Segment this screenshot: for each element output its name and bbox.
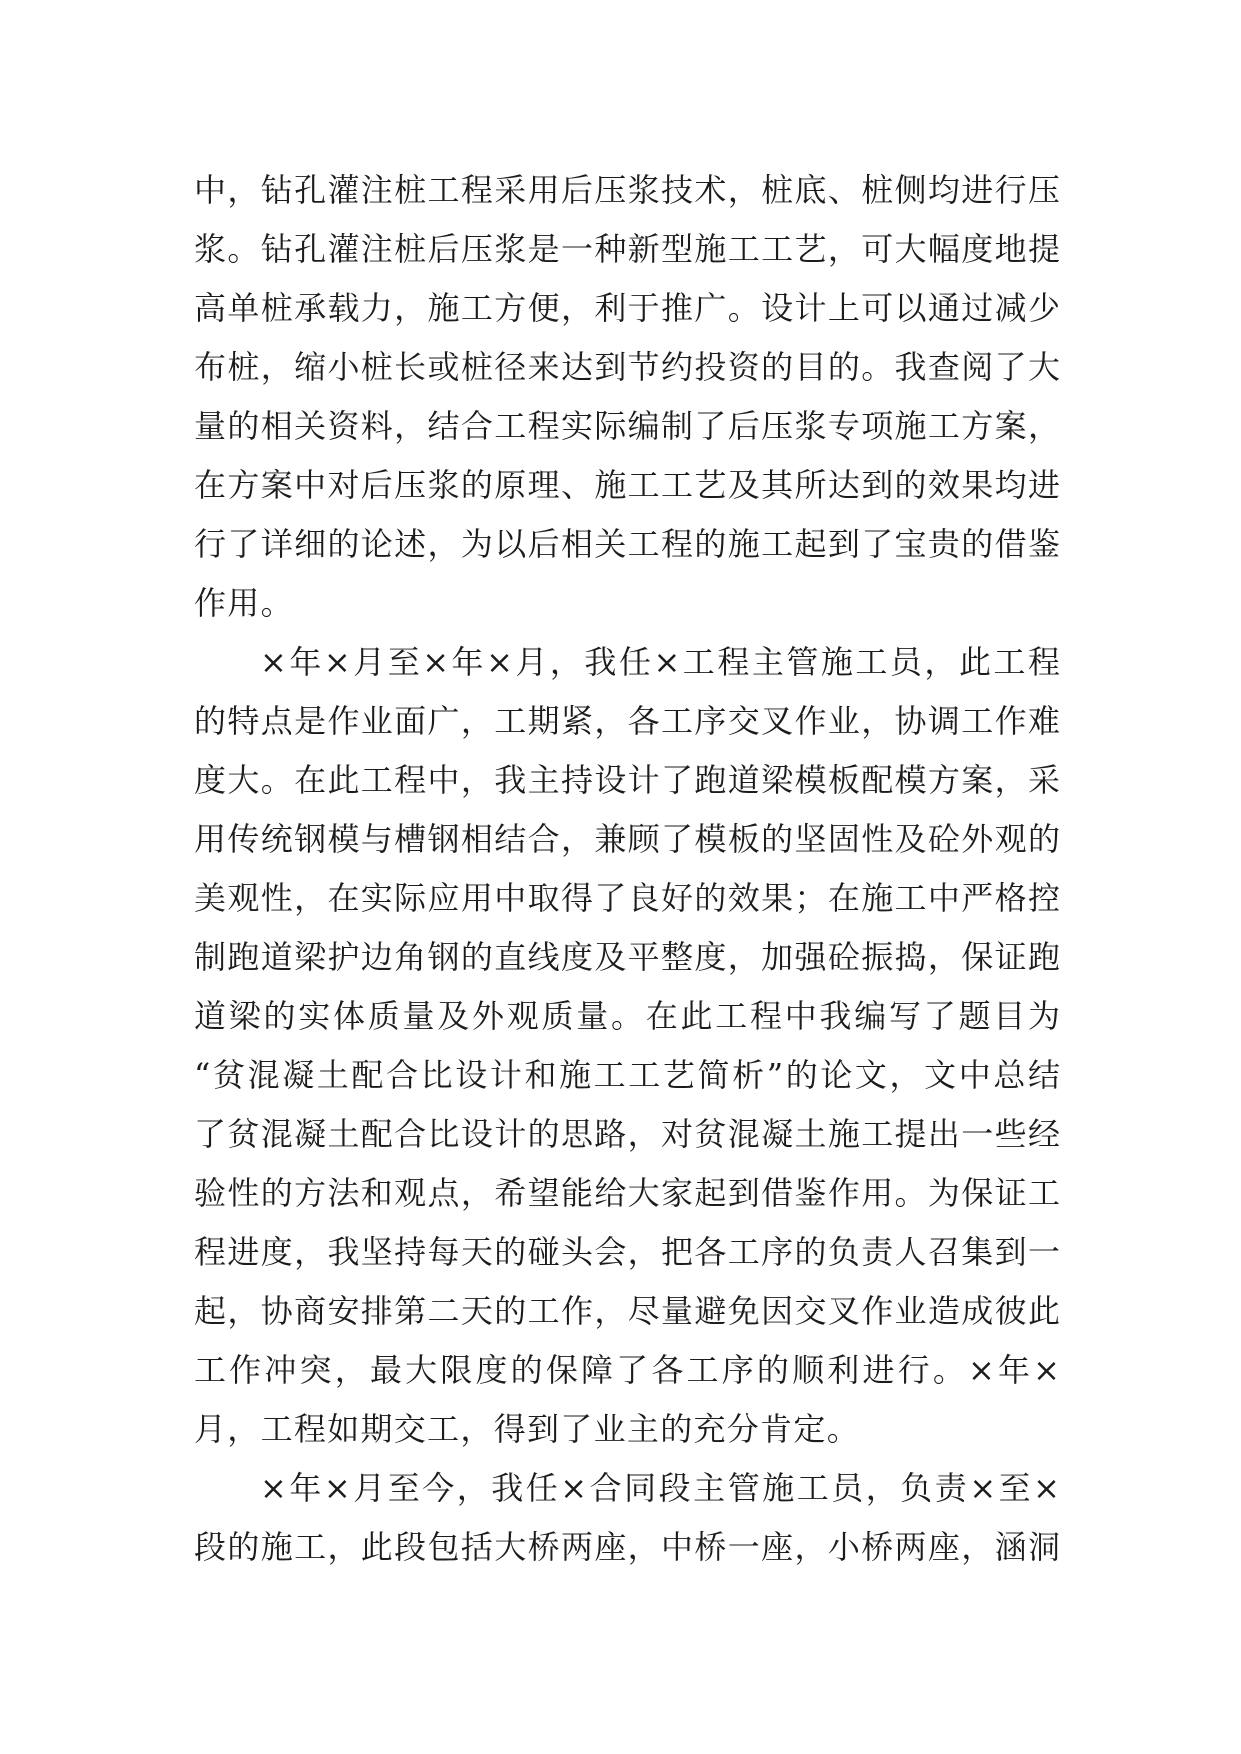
text-line: 行了详细的论述，为以后相关工程的施工起到了宝贵的借鉴 (194, 525, 1060, 563)
text-line: 量的相关资料，结合工程实际编制了后压浆专项施工方案， (194, 407, 1060, 445)
text-line: 浆。钻孔灌注桩后压浆是一种新型施工工艺，可大幅度地提 (194, 230, 1060, 268)
text-line: 用传统钢模与槽钢相结合，兼顾了模板的坚固性及砼外观的 (194, 820, 1060, 858)
paragraph-3 (194, 1459, 1060, 1577)
text-line: 了贫混凝土配合比设计的思路，对贫混凝土施工提出一些经 (194, 1115, 1060, 1153)
text-line: 段的施工，此段包括大桥两座，中桥一座，小桥两座，涵洞 (194, 1528, 1060, 1566)
text-line: 制跑道梁护边角钢的直线度及平整度，加强砼振捣，保证跑 (194, 938, 1060, 976)
paragraph-1 (194, 161, 1060, 633)
document-body (194, 161, 1060, 1577)
text-line: “贫混凝土配合比设计和施工工艺简析”的论文，文中总结 (194, 1056, 1060, 1094)
text-line: 中，钻孔灌注桩工程采用后压浆技术，桩底、桩侧均进行压 (194, 171, 1060, 209)
text-line: 程进度，我坚持每天的碰头会，把各工序的负责人召集到一 (194, 1233, 1060, 1271)
text-line: 布桩，缩小桩长或桩径来达到节约投资的目的。我查阅了大 (194, 348, 1060, 386)
text-line: 美观性，在实际应用中取得了良好的效果；在施工中严格控 (194, 879, 1060, 917)
text-line: 高单桩承载力，施工方便，利于推广。设计上可以通过减少 (194, 289, 1060, 327)
text-line: 工作冲突，最大限度的保障了各工序的顺利进行。×年× (194, 1351, 1060, 1389)
text-line: ×年×月至×年×月，我任×工程主管施工员，此工程 (260, 643, 1060, 681)
text-line: 的特点是作业面广，工期紧，各工序交叉作业，协调工作难 (194, 702, 1060, 740)
text-line: 度大。在此工程中，我主持设计了跑道梁模板配模方案，采 (194, 761, 1060, 799)
text-line: ×年×月至今，我任×合同段主管施工员，负责×至× (260, 1469, 1060, 1507)
text-line: 道梁的实体质量及外观质量。在此工程中我编写了题目为 (194, 997, 1060, 1035)
paragraph-2 (194, 633, 1060, 1459)
text-line: 验性的方法和观点，希望能给大家起到借鉴作用。为保证工 (194, 1174, 1060, 1212)
text-line: 起，协商安排第二天的工作，尽量避免因交叉作业造成彼此 (194, 1292, 1060, 1330)
text-line: 作用。 (194, 584, 294, 622)
text-line: 在方案中对后压浆的原理、施工工艺及其所达到的效果均进 (194, 466, 1060, 504)
text-line: 月，工程如期交工，得到了业主的充分肯定。 (194, 1410, 861, 1448)
